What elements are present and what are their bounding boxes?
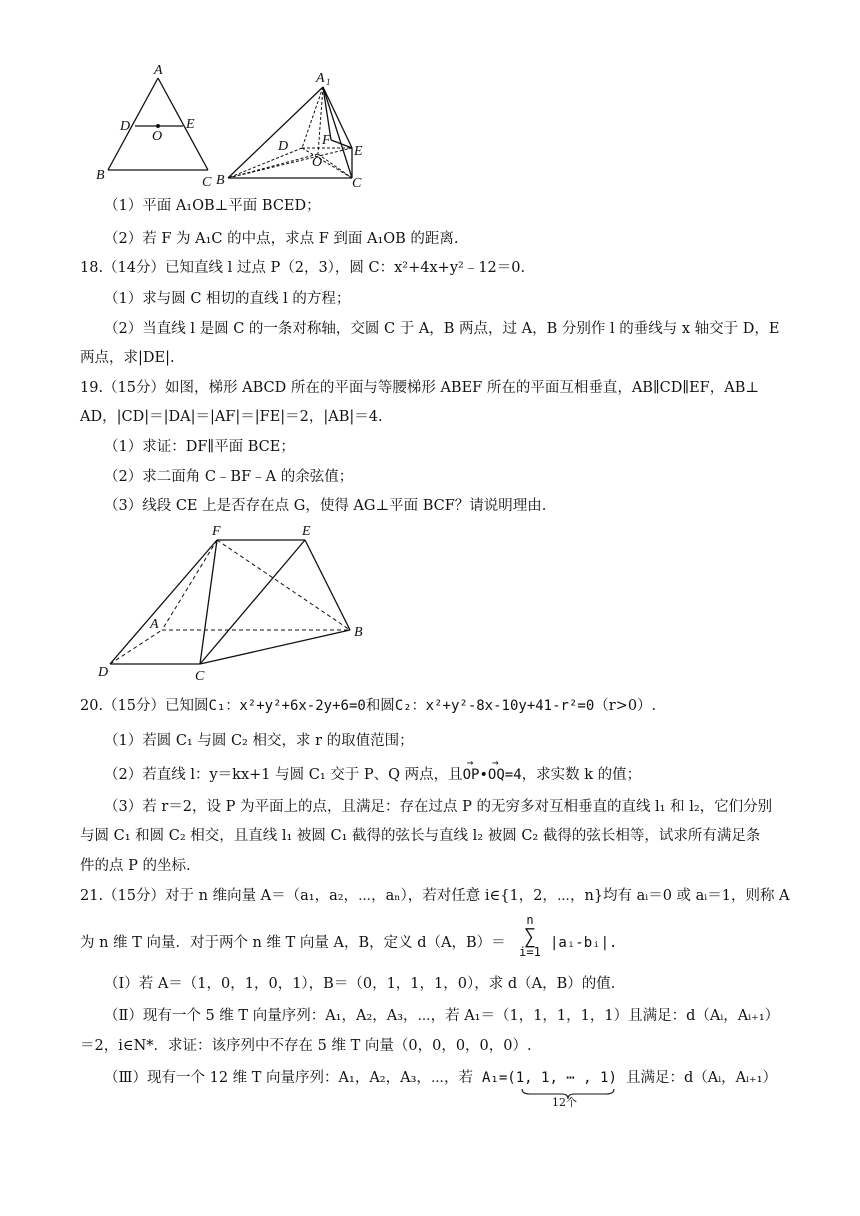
label-a: A bbox=[154, 63, 163, 78]
q21-part-ii-cont: ＝2，i∈N*．求证：该序列中不存在 5 维 T 向量（0，0，0，0，0）. bbox=[80, 1038, 532, 1054]
dot-product-value: =4 bbox=[504, 767, 522, 783]
point-o-dot bbox=[156, 124, 160, 128]
q20-part3: （3）若 r＝2，设 P 为平面上的点，且满足：存在过点 P 的无穷多对互相垂直的直线 l₁ 和 l₂，它们分别 bbox=[104, 799, 773, 815]
label-o: O bbox=[152, 129, 163, 144]
q20-part2 bbox=[104, 765, 641, 785]
a1-ones: (1, 1, ⋯ , 1) bbox=[507, 1070, 617, 1086]
q20-head-prefix: 20.（15分）已知圆 bbox=[80, 698, 209, 714]
label-e: E bbox=[302, 524, 311, 539]
def-end: . bbox=[609, 935, 618, 951]
c1-equation: x²+y²+6x-2y+6=0 bbox=[239, 698, 366, 714]
label-f: F bbox=[212, 524, 221, 539]
label-a1: A bbox=[316, 71, 325, 86]
dot-operator: • bbox=[479, 767, 488, 783]
q20-part3-cont: 与圆 C₁ 和圆 C₂ 相交，且直线 l₁ 被圆 C₁ 截得的弦长与直线 l₂ 被圆 C₂ 截得的弦长相等，试求所有满足条 bbox=[80, 828, 761, 844]
q19-heading-cont: AD，|CD|＝|DA|＝|AF|＝|FE|＝2，|AB|＝4. bbox=[80, 409, 383, 425]
label-e-3d: E bbox=[354, 144, 363, 159]
label-d: D bbox=[98, 665, 109, 680]
label-e: E bbox=[186, 117, 195, 132]
label-o-3d: O bbox=[312, 155, 323, 170]
q21-heading: 21.（15分）对于 n 维向量 A＝（a₁，a₂，⋯，aₙ），若对任意 i∈{1，2，⋯，n}均有 aᵢ＝0 或 aᵢ＝1，则称 A bbox=[80, 888, 790, 904]
q17-part2: （2）若 F 为 A₁C 的中点，求点 F 到面 A₁OB 的距离. bbox=[104, 231, 459, 247]
label-c: C bbox=[195, 669, 205, 684]
q19-heading: 19.（15分）如图，梯形 ABCD 所在的平面与等腰梯形 ABEF 所在的平面互相垂直，AB∥CD∥EF，AB⊥ bbox=[80, 380, 759, 396]
q19-part2: （2）求二面角 C﹣BF﹣A 的余弦值； bbox=[104, 469, 354, 485]
figure-triangle-pyramid bbox=[90, 60, 380, 190]
sum-upper: n bbox=[526, 913, 534, 927]
brace-label: 12个 bbox=[552, 1096, 577, 1109]
summation bbox=[512, 914, 548, 970]
label-b: B bbox=[96, 168, 105, 183]
sum-symbol: ∑ bbox=[523, 924, 537, 948]
label-f-3d: F bbox=[322, 133, 331, 148]
label-b-3d: B bbox=[216, 173, 225, 188]
r-condition: （r>0）. bbox=[594, 698, 657, 714]
q20-part1: （1）若圆 C₁ 与圆 C₂ 相交，求 r 的取值范围； bbox=[104, 733, 414, 749]
and-text: 和圆 bbox=[365, 698, 395, 714]
sum-body: |aᵢ-bᵢ| bbox=[550, 935, 610, 951]
a1-vector bbox=[482, 1068, 617, 1088]
vector-op: → OP bbox=[463, 765, 480, 785]
q18-part2: （2）当直线 l 是圆 C 的一条对称轴，交圆 C 于 A，B 两点，过 A，B 分别作 l 的垂线与 x 轴交于 D，E bbox=[104, 321, 780, 337]
q19-part3: （3）线段 CE 上是否存在点 G，使得 AG⊥平面 BCF？请说明理由. bbox=[104, 498, 547, 514]
q21-part-i: （Ⅰ）若 A＝（1，0，1，0，1），B＝（0，1，1，1，0），求 d（A，B）的值. bbox=[104, 976, 616, 992]
q21-part-iii-prefix: （Ⅲ）现有一个 12 维 T 向量序列：A₁，A₂，A₃，⋯，若 bbox=[104, 1070, 473, 1086]
vector-oq: → OQ bbox=[488, 765, 505, 785]
q21-part-iii-suffix: 且满足：d（Aᵢ，Aᵢ₊₁） bbox=[626, 1070, 778, 1086]
q20-heading bbox=[80, 696, 656, 716]
a1-label: A₁= bbox=[482, 1070, 508, 1086]
figure-trapezoid-solid bbox=[90, 518, 380, 688]
q20-part2-prefix: （2）若直线 l：y＝kx+1 与圆 C₁ 交于 P、Q 两点，且 bbox=[104, 767, 463, 783]
label-d: D bbox=[120, 119, 131, 134]
abs-diff bbox=[550, 933, 617, 953]
q18-part2-cont: 两点，求|DE|. bbox=[80, 350, 175, 366]
label-c-3d: C bbox=[352, 176, 362, 190]
c2-equation: x²+y²-8x-10y+41-r²=0 bbox=[425, 698, 595, 714]
label-d-3d: D bbox=[278, 139, 289, 154]
q21-def-prefix: 为 n 维 T 向量．对于两个 n 维 T 向量 A，B，定义 d（A，B）＝ bbox=[80, 935, 506, 951]
label-c: C bbox=[202, 175, 212, 190]
q19-part1: （1）求证：DF∥平面 BCE； bbox=[104, 439, 295, 455]
q18-heading: 18.（14分）已知直线 l 过点 P（2，3），圆 C：x²+4x+y²﹣12＝0. bbox=[80, 260, 526, 276]
label-a1-sub: 1 bbox=[326, 77, 331, 87]
q21-part-iii bbox=[104, 1068, 473, 1088]
q20-part2-suffix: ，求实数 k 的值； bbox=[521, 767, 642, 783]
q21-part-ii: （Ⅱ）现有一个 5 维 T 向量序列：A₁，A₂，A₃，⋯，若 A₁＝（1，1，1，1，1）且满足：d（Aᵢ，Aᵢ₊₁） bbox=[104, 1008, 780, 1024]
label-b: B bbox=[354, 625, 363, 640]
label-a: A bbox=[150, 617, 159, 632]
q18-part1: （1）求与圆 C 相切的直线 l 的方程； bbox=[104, 291, 351, 307]
q20-part3-end: 件的点 P 的坐标. bbox=[80, 858, 191, 874]
sum-lower: i=1 bbox=[519, 945, 541, 959]
q21-definition bbox=[80, 933, 506, 953]
q17-part1: （1）平面 A₁OB⊥平面 BCED； bbox=[104, 198, 321, 214]
c1-label: C₁： bbox=[208, 698, 240, 714]
c2-label: C₂： bbox=[394, 698, 426, 714]
